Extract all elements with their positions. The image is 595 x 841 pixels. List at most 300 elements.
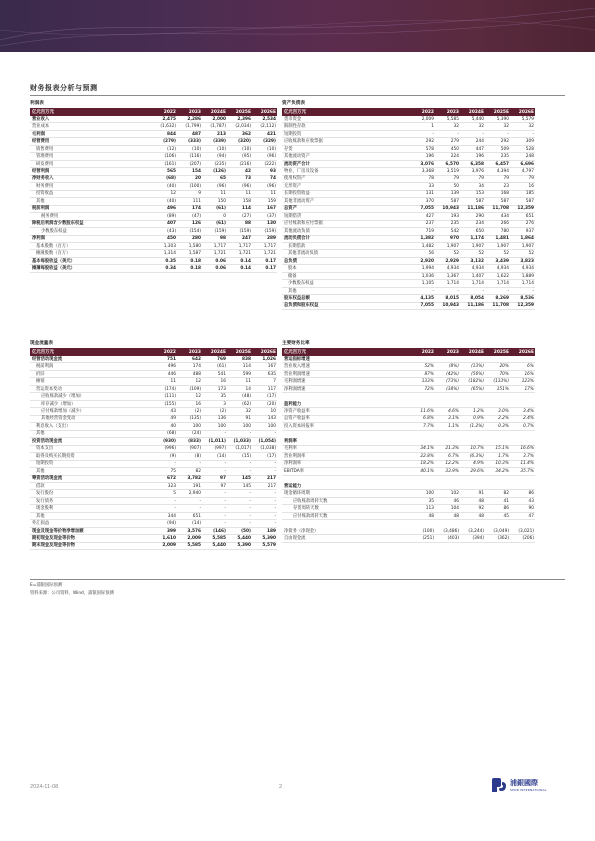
row-value: 126: [192, 221, 201, 227]
row-value: 1,622: [496, 273, 509, 279]
row-value: -: [249, 491, 251, 497]
row-value: 2.4%: [523, 416, 534, 422]
row-value: 1,036: [421, 273, 434, 279]
row-value: (47): [192, 213, 201, 219]
row-value: 10.3%: [495, 461, 509, 467]
row-value: 1,994: [421, 266, 434, 272]
row-value: 11,186: [467, 303, 484, 309]
row-value: 48: [453, 513, 459, 519]
row-value: (17): [267, 453, 276, 459]
row-value: -: [482, 131, 484, 137]
row-value: 168: [500, 191, 509, 197]
year-col: 2024E: [210, 349, 226, 355]
row-label: 投资收益: [36, 191, 54, 197]
row-value: 434: [500, 213, 509, 219]
row-value: 0.06: [215, 266, 226, 272]
row-label: 其他流动资产: [284, 154, 310, 160]
row-value: (109): [189, 386, 201, 392]
row-value: 2,009: [421, 116, 434, 122]
row-value: 130: [267, 221, 276, 227]
row-value: 1,721: [238, 251, 251, 257]
table-row: [30, 265, 277, 272]
row-label: EBITDA率: [284, 468, 305, 474]
row-value: 650: [475, 228, 484, 234]
row-value: 17%: [524, 386, 534, 392]
row-value: 1,382: [420, 236, 434, 242]
row-value: 399: [167, 528, 176, 534]
row-value: 18.2%: [420, 461, 434, 467]
row-value: 1,907: [471, 243, 484, 249]
row-value: -: [249, 431, 251, 437]
row-value: 6.8%: [423, 416, 434, 422]
row-value: (1,033): [233, 438, 251, 444]
row-label: 存货周转天数: [293, 506, 319, 512]
row-value: -: [457, 131, 459, 137]
row-value: 292: [500, 139, 509, 145]
row-value: 0.35: [165, 258, 176, 264]
row-value: 0.18: [190, 266, 201, 272]
row-value: (146): [213, 528, 226, 534]
row-label: 除税后利润含少数股东权益: [32, 221, 84, 227]
row-label: 净债务（净现金）: [284, 528, 319, 534]
row-label: 利润率: [284, 438, 297, 444]
row-value: 189: [267, 528, 276, 534]
row-value: (339): [213, 139, 226, 145]
row-value: -: [432, 131, 434, 137]
row-value: 0.3%: [498, 423, 509, 429]
row-value: 11: [245, 379, 251, 385]
row-value: 74: [270, 176, 276, 182]
row-value: 50: [453, 183, 459, 189]
row-label: 财务费用: [36, 183, 54, 189]
row-value: -: [199, 461, 201, 467]
row-label: 营业收入: [32, 116, 50, 122]
row-value: 82: [503, 491, 509, 497]
row-value: (10): [242, 146, 251, 152]
row-value: 145: [242, 483, 251, 489]
row-value: 12,359: [517, 206, 534, 212]
row-value: (3,244): [468, 528, 484, 534]
row-value: 150: [217, 198, 226, 204]
row-value: 5,585: [446, 116, 459, 122]
row-value: 0.14: [240, 266, 251, 272]
row-value: 1,714: [496, 281, 509, 287]
row-value: 3,076: [420, 161, 434, 167]
row-value: -: [224, 461, 226, 467]
row-value: 20%: [499, 364, 509, 370]
row-label: 少数股东权益: [41, 228, 67, 234]
row-value: 21.3%: [445, 446, 459, 452]
row-value: (159): [264, 228, 276, 234]
row-value: 244: [475, 139, 484, 145]
row-value: 41: [503, 498, 509, 504]
row-label: 净资产收益率: [284, 409, 310, 415]
row-label: 筹资活动现金流: [32, 476, 63, 482]
row-value: 2.2%: [498, 416, 509, 422]
row-value: 7: [273, 379, 276, 385]
row-value: 1,314: [163, 251, 176, 257]
row-value: 247: [242, 236, 251, 242]
banner-decoration: [0, 0, 595, 52]
row-value: (159): [214, 228, 226, 234]
row-value: 780: [500, 228, 509, 234]
row-value: 587: [500, 198, 509, 204]
row-value: (89): [167, 213, 176, 219]
row-value: 1,714: [521, 281, 534, 287]
header-label: 亿元百万元: [32, 350, 54, 355]
row-value: 450: [450, 146, 459, 152]
row-value: -: [174, 506, 176, 512]
row-value: 4,934: [471, 266, 484, 272]
row-value: 642: [192, 356, 201, 362]
row-value: (10): [217, 146, 226, 152]
row-value: (1,054): [258, 438, 276, 444]
row-value: (8): [194, 453, 201, 459]
row-value: 91: [245, 416, 251, 422]
row-label: 基本每股收益（美元）: [32, 258, 75, 264]
row-value: 11.4%: [520, 461, 534, 467]
row-value: 446: [167, 371, 176, 377]
row-value: 56: [428, 251, 434, 257]
row-value: 309: [525, 139, 534, 145]
row-label: 其他: [36, 468, 45, 474]
row-value: (10): [267, 146, 276, 152]
row-value: 276: [525, 221, 534, 227]
row-value: (161): [164, 161, 176, 167]
row-value: 279: [450, 139, 459, 145]
row-value: 0.18: [190, 258, 201, 264]
year-col: 2026E: [260, 349, 276, 355]
row-value: -: [249, 513, 251, 519]
row-value: (135): [189, 416, 201, 422]
row-label: 自由现金流: [284, 535, 306, 541]
row-value: 1,717: [238, 243, 251, 249]
row-label: 期初现金及现金等价物: [32, 535, 75, 541]
row-value: 4,797: [521, 169, 534, 175]
row-value: 42: [245, 169, 251, 175]
row-value: 136: [217, 416, 226, 422]
table-name: 利润表: [30, 101, 44, 106]
row-label: 应收账款减少（增加）: [41, 394, 84, 400]
row-value: 237: [425, 221, 434, 227]
row-value: 635: [267, 371, 276, 377]
row-value: 266: [500, 221, 509, 227]
row-value: 8,269: [495, 295, 509, 301]
logo-chinese-text: 浦銀國際: [510, 779, 538, 787]
row-value: 6,570: [445, 161, 459, 167]
row-value: (3,049): [493, 528, 509, 534]
row-value: 16: [220, 379, 226, 385]
row-value: 1,717: [213, 243, 226, 249]
row-value: 1,714: [446, 281, 459, 287]
row-label: 税前利润: [36, 364, 54, 370]
row-label: 其他非流动资产: [284, 198, 315, 204]
row-label: 税前利润: [32, 206, 50, 212]
row-value: (997): [214, 446, 226, 452]
row-value: -: [174, 498, 176, 504]
row-value: 2,940: [188, 491, 201, 497]
row-label: 其他: [36, 198, 45, 204]
row-label: 其他非流动负债: [288, 251, 319, 257]
row-value: 97: [220, 483, 226, 489]
row-value: 185: [525, 191, 534, 197]
row-value: 1,907: [521, 243, 534, 249]
table-row: [282, 468, 535, 475]
row-value: 1,367: [446, 273, 459, 279]
row-value: 407: [167, 221, 176, 227]
row-value: 40: [170, 423, 176, 429]
row-label: 净利润率: [284, 461, 302, 467]
financial-ratios-table: [282, 340, 535, 543]
row-value: (56%): [471, 371, 484, 377]
row-value: 87%: [424, 371, 434, 377]
header-label: 亿元百万元: [284, 350, 306, 355]
row-label: 营业收入增速: [284, 364, 310, 370]
year-col: 2022: [163, 349, 176, 355]
year-col: 2025E: [493, 109, 509, 115]
row-value: (207): [189, 161, 201, 167]
row-label: 流动资产合计: [284, 161, 310, 167]
table-name: 现金流量表: [30, 341, 53, 346]
row-value: 3.0%: [498, 409, 509, 415]
row-label: 现金及现金等价物净增加额: [32, 528, 84, 534]
row-value: 113: [425, 506, 434, 512]
row-value: 12: [170, 191, 176, 197]
row-value: 937: [525, 228, 534, 234]
row-value: (42%): [446, 371, 459, 377]
footer-date: 2024-11-08: [30, 784, 59, 790]
row-value: 35: [428, 498, 434, 504]
logo-english-text: SPDB INTERNATIONAL: [510, 788, 547, 792]
row-value: 1.2%: [473, 409, 484, 415]
row-value: 769: [217, 356, 226, 362]
row-value: 12: [195, 394, 201, 400]
row-value: 10,943: [442, 206, 459, 212]
row-value: (907): [189, 446, 201, 452]
row-value: (17): [267, 394, 276, 400]
year-col: 2024E: [210, 109, 226, 115]
row-value: (15): [242, 453, 251, 459]
row-value: 2,534: [262, 116, 276, 122]
row-value: 4.6%: [448, 409, 459, 415]
row-value: -: [249, 468, 251, 474]
row-value: 82: [195, 468, 201, 474]
row-value: 11,708: [492, 206, 509, 212]
row-label: 应收账款和应收票据: [284, 139, 323, 145]
year-col: 2023: [188, 349, 201, 355]
row-value: (10): [192, 146, 201, 152]
row-value: 280: [192, 236, 201, 242]
row-value: 1,717: [263, 243, 276, 249]
year-col: 2025E: [235, 109, 251, 115]
row-value: -: [274, 431, 276, 437]
row-value: 32: [478, 124, 484, 130]
row-value: (1,632): [160, 124, 176, 130]
row-label: 净利润: [32, 236, 45, 242]
year-col: 2023: [446, 109, 459, 115]
row-value: (1,038): [260, 446, 276, 452]
row-value: 565: [167, 169, 176, 175]
row-label: 营业成本: [32, 124, 50, 130]
year-col: 2022: [163, 109, 176, 115]
row-value: (126): [213, 169, 226, 175]
row-label: 短期投资: [284, 131, 302, 137]
row-label: 存货: [284, 146, 293, 152]
row-label: 毛利率: [284, 446, 297, 452]
row-value: (251): [422, 535, 434, 541]
row-value: -: [507, 288, 509, 294]
row-value: (100): [189, 183, 201, 189]
row-value: (8%): [448, 364, 459, 370]
row-value: 234: [475, 221, 484, 227]
row-value: 599: [242, 371, 251, 377]
row-value: (95): [242, 154, 251, 160]
row-value: 174: [192, 364, 201, 370]
row-value: 3,519: [446, 169, 459, 175]
row-value: 174: [192, 206, 201, 212]
row-value: 75: [170, 468, 176, 474]
row-value: -: [224, 431, 226, 437]
row-value: 0.14: [240, 258, 251, 264]
row-value: 844: [167, 131, 176, 137]
row-value: 323: [167, 483, 176, 489]
row-label: 储备: [288, 273, 297, 279]
header-banner: [0, 0, 595, 52]
source-divider: [30, 579, 565, 580]
row-value: 528: [525, 146, 534, 152]
row-value: 0.17: [265, 258, 276, 264]
year-col: 2024E: [468, 349, 484, 355]
row-label: 长期借款: [288, 243, 306, 249]
year-col: 2024E: [468, 109, 484, 115]
row-value: -: [274, 491, 276, 497]
row-value: 235: [450, 221, 459, 227]
row-label: 应收账款周转天数: [293, 498, 328, 504]
row-label: 毛利润增速: [284, 379, 306, 385]
row-value: 72%: [424, 386, 434, 392]
row-value: 3.1%: [448, 416, 459, 422]
row-value: 11: [170, 379, 176, 385]
row-value: 48: [428, 513, 434, 519]
row-value: (116): [189, 154, 201, 160]
row-value: 0.34: [165, 266, 176, 272]
row-value: 217: [267, 476, 276, 482]
row-label: 经营利润: [32, 169, 50, 175]
row-value: 9: [198, 191, 201, 197]
row-label: 货币资金: [284, 116, 302, 122]
header-label: 亿元百万元: [284, 110, 306, 115]
row-value: 11: [270, 191, 276, 197]
row-value: (14): [217, 453, 226, 459]
row-value: (206): [522, 535, 534, 541]
row-label: 其他经营资金变动: [41, 416, 76, 422]
row-value: 32: [453, 124, 459, 130]
row-label: 短期借贷: [284, 213, 302, 219]
row-value: 421: [267, 131, 276, 137]
row-value: -: [249, 461, 251, 467]
row-value: 578: [425, 146, 434, 152]
row-value: 224: [450, 154, 459, 160]
row-value: (24): [192, 431, 201, 437]
row-value: 22.8%: [420, 453, 434, 459]
row-label: 营运能力: [284, 483, 302, 489]
row-value: (48): [242, 394, 251, 400]
row-value: (222): [264, 161, 276, 167]
row-value: 496: [167, 364, 176, 370]
row-value: 14: [245, 386, 251, 392]
row-value: (73%): [446, 379, 459, 385]
row-value: (133%): [493, 379, 509, 385]
row-value: 1,407: [471, 273, 484, 279]
row-value: (6.3%): [469, 453, 484, 459]
row-value: 48: [478, 498, 484, 504]
row-value: (2): [194, 409, 201, 415]
row-value: (61): [216, 206, 226, 212]
row-label: 摊薄每股收益（美元）: [32, 266, 75, 272]
row-value: 0.06: [215, 258, 226, 264]
row-value: 1,907: [496, 243, 509, 249]
row-value: 838: [242, 356, 251, 362]
row-value: 1,303: [163, 243, 176, 249]
row-value: 11,186: [467, 206, 484, 212]
row-label: 总资产收益率: [284, 416, 310, 422]
row-value: 1,610: [162, 535, 176, 541]
row-label: 其他: [36, 431, 45, 437]
row-value: 290: [475, 213, 484, 219]
row-value: (1,011): [208, 438, 226, 444]
row-value: 16: [528, 183, 534, 189]
row-value: 2,286: [187, 116, 201, 122]
row-value: 0.7%: [523, 423, 534, 429]
row-label: 应付账款增加（减少）: [41, 409, 84, 415]
row-value: (13%): [471, 364, 484, 370]
row-label: 库存减少（增加）: [41, 401, 76, 407]
year-col: 2023: [446, 349, 459, 355]
row-value: 45: [503, 513, 509, 519]
row-label: 总负债和股东权益: [284, 303, 319, 309]
row-value: 3,132: [470, 258, 484, 264]
row-value: 487: [192, 131, 201, 137]
row-value: 196: [425, 154, 434, 160]
row-value: -: [274, 468, 276, 474]
row-value: 5,390: [237, 543, 251, 549]
row-value: -: [224, 468, 226, 474]
row-label: 经营费用: [32, 139, 50, 145]
row-label: 资本支出: [36, 446, 54, 452]
row-value: 86: [503, 506, 509, 512]
row-value: 5,579: [521, 116, 534, 122]
row-value: 970: [450, 236, 459, 242]
row-value: -: [249, 521, 251, 527]
row-value: 450: [167, 236, 176, 242]
row-value: (1,787): [210, 124, 226, 130]
row-value: 10: [270, 409, 276, 415]
row-value: (37): [267, 213, 276, 219]
row-label: 净财务收入: [32, 176, 54, 182]
table-row: [282, 423, 535, 430]
row-value: 91: [478, 491, 484, 497]
row-value: 7,055: [420, 303, 434, 309]
row-label: 税务费用: [41, 213, 59, 219]
year-col: 2026E: [518, 349, 534, 355]
row-label: 使用权资产: [284, 176, 306, 182]
row-value: (279): [163, 139, 176, 145]
row-label: 发行债务: [36, 498, 54, 504]
row-label: 股本: [288, 266, 297, 272]
row-value: (94): [167, 521, 176, 527]
page-number: 2: [279, 784, 283, 790]
row-label: 基本股数（百万）: [36, 243, 71, 249]
